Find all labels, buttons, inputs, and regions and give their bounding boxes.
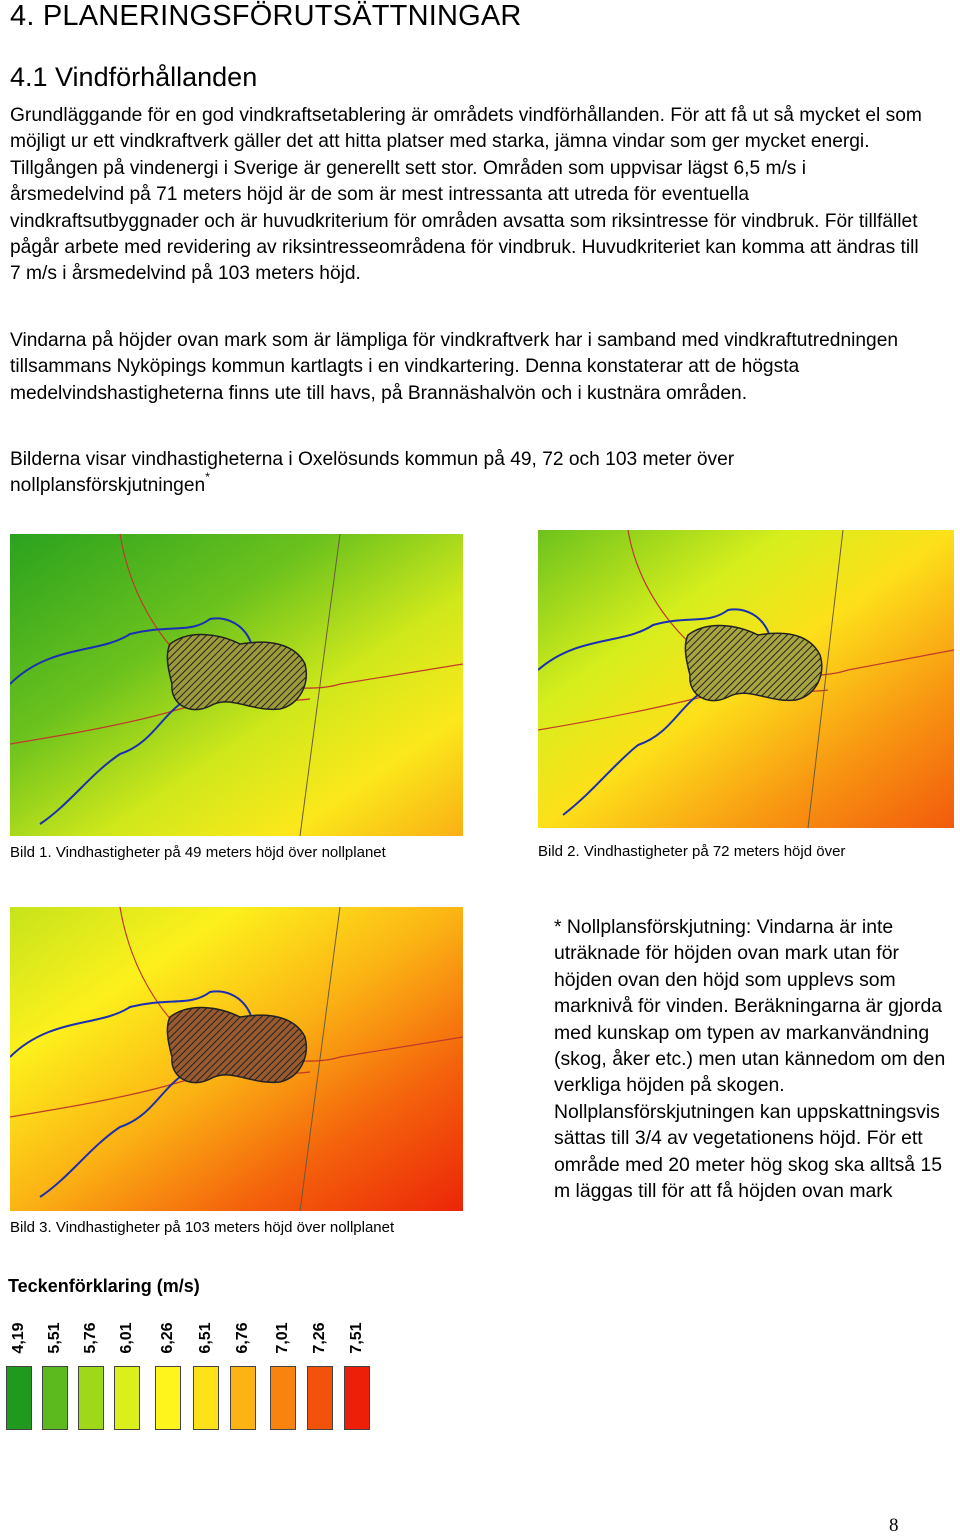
paragraph-wind-mapping: Vindarna på höjder ovan mark som är lämpliga för vindkraftverk har i samband med vindkraftutredningen tillsammans Nyköpings kommun kartlagts i en vindkartering. Denna konstaterar att de högsta medelvindshastigheterna finns ute till havs, på Brannäshalvön och i kustnära områden. xyxy=(10,330,899,404)
paragraph-wind-conditions: Grundläggande för en god vindkraftsetablering är områdets vindförhållanden. För att få ut så mycket el som möjligt ur ett vindkraftverk gäller det att hitta platser med starka, jämna vindar som ger mycket energi. Tillgången på vindenergi i Sverige är generellt sett stor. Områden som uppvisar lägst 6,5 m/s i årsmedelvind på 71 meters höjd är de som är mest intressanta att utreda för eventuella vindkraftsutbyggnader och är huvudkriterium för områden avsatta som riksintresse för vindbruk. För tillfället pågår arbete med revidering av riksintresseområdena för vindbruk. Huvudkriteriet kan komma att ändras till 7 m/s i årsmedelvind på 103 meters höjd. xyxy=(10,105,922,285)
legend-label: 5,76 xyxy=(82,1322,99,1354)
legend-label: 7,26 xyxy=(311,1322,328,1354)
section-heading: 4.1 Vindförhållanden xyxy=(10,62,258,92)
legend-swatch xyxy=(193,1366,219,1430)
legend-label: 7,01 xyxy=(274,1322,291,1354)
caption-bild-2: Bild 2. Vindhastigheter på 72 meters höjd över xyxy=(538,843,846,860)
legend-swatch xyxy=(155,1366,181,1430)
legend-swatch xyxy=(230,1366,256,1430)
legend-swatch xyxy=(6,1366,32,1430)
legend-label: 6,51 xyxy=(197,1322,214,1354)
legend-label: 6,01 xyxy=(118,1322,135,1354)
wind-map-103m xyxy=(10,907,463,1211)
legend-label: 5,51 xyxy=(46,1322,63,1354)
paragraph-images-intro-text: Bilderna visar vindhastigheterna i Oxelösunds kommun på 49, 72 och 103 meter över nollplansförskjutningen xyxy=(10,449,735,497)
wind-map-72m xyxy=(538,530,954,828)
legend-swatch xyxy=(344,1366,370,1430)
page-number: 8 xyxy=(889,1515,899,1536)
legend-swatch xyxy=(307,1366,333,1430)
wind-map-49m xyxy=(10,534,463,836)
legend-label: 4,19 xyxy=(10,1322,27,1354)
legend-label: 6,26 xyxy=(159,1322,176,1354)
page-heading: 4. PLANERINGSFÖRUTSÄTTNINGAR xyxy=(10,0,522,32)
footnote-marker: * xyxy=(205,470,210,485)
legend-swatch xyxy=(114,1366,140,1430)
legend-title: Teckenförklaring (m/s) xyxy=(8,1276,200,1296)
footnote-nollplansforskjutning: * Nollplansförskjutning: Vindarna är inte uträknade för höjden ovan mark utan för höjden ovan den höjd som upplevs som marknivå för vinden. Beräkningarna är gjorda med kunskap om typen av markanvändning (skog, åker etc.) men utan kännedom om den verkliga höjden på skogen. Nollplansförskjutningen kan uppskattningsvis sättas till 3/4 av vegetationens höjd. För ett område med 20 meter hög skog ska alltså 15 m läggas till för att få höjden ovan mark xyxy=(554,916,946,1203)
caption-bild-3: Bild 3. Vindhastigheter på 103 meters höjd över nollplanet xyxy=(10,1219,395,1236)
legend-swatch xyxy=(78,1366,104,1430)
legend-label: 7,51 xyxy=(348,1322,365,1354)
caption-bild-1: Bild 1. Vindhastigheter på 49 meters höjd över nollplanet xyxy=(10,844,386,861)
legend-swatch xyxy=(42,1366,68,1430)
legend-label: 6,76 xyxy=(234,1322,251,1354)
paragraph-images-intro xyxy=(10,447,925,500)
legend-swatch xyxy=(270,1366,296,1430)
